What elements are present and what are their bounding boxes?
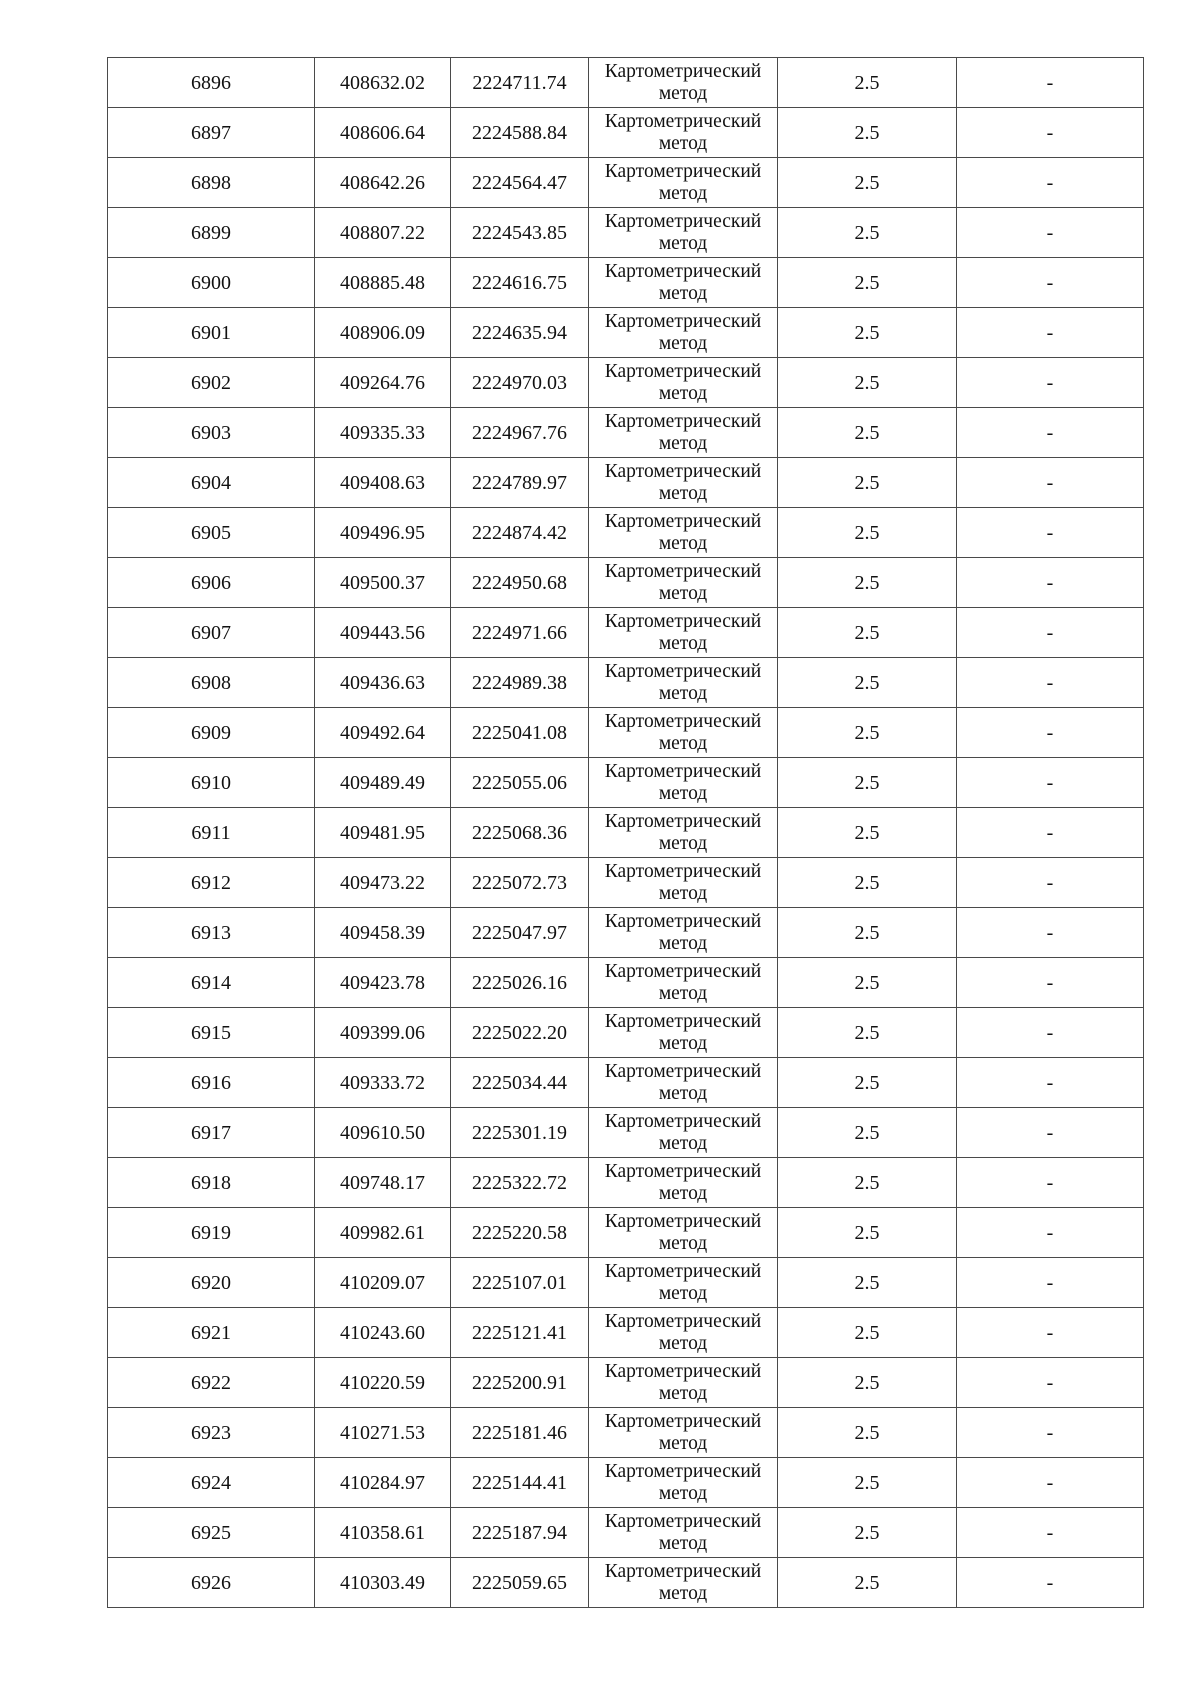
point-number-cell: 6920: [108, 1258, 315, 1308]
y-coordinate-cell: 2225055.06: [451, 758, 589, 808]
method-line-1: Картометрический: [604, 360, 762, 382]
x-coordinate-cell: 410209.07: [315, 1258, 451, 1308]
method-cell: [589, 608, 778, 658]
accuracy-cell: 2.5: [778, 1008, 957, 1058]
method-line-1: Картометрический: [604, 910, 762, 932]
point-number-cell: 6909: [108, 708, 315, 758]
note-cell: -: [957, 1058, 1144, 1108]
table-row: [108, 708, 1144, 758]
method-line-2: метод: [658, 332, 708, 354]
table-row: [108, 758, 1144, 808]
y-coordinate-cell: 2225220.58: [451, 1208, 589, 1258]
table-row: [108, 1158, 1144, 1208]
x-coordinate-cell: 409335.33: [315, 408, 451, 458]
method-cell: [589, 108, 778, 158]
table-row: [108, 608, 1144, 658]
y-coordinate-cell: 2225200.91: [451, 1358, 589, 1408]
note-cell: -: [957, 808, 1144, 858]
table-row: [108, 1408, 1144, 1458]
x-coordinate-cell: 408885.48: [315, 258, 451, 308]
y-coordinate-cell: 2225301.19: [451, 1108, 589, 1158]
note-cell: -: [957, 1558, 1144, 1608]
y-coordinate-cell: 2225107.01: [451, 1258, 589, 1308]
method-line-2: метод: [658, 1582, 708, 1604]
method-cell: [589, 1058, 778, 1108]
method-cell: [589, 458, 778, 508]
accuracy-cell: 2.5: [778, 558, 957, 608]
note-cell: -: [957, 1308, 1144, 1358]
point-number-cell: 6924: [108, 1458, 315, 1508]
accuracy-cell: 2.5: [778, 208, 957, 258]
y-coordinate-cell: 2224989.38: [451, 658, 589, 708]
method-line-1: Картометрический: [604, 1560, 762, 1582]
note-cell: -: [957, 958, 1144, 1008]
table-row: [108, 1358, 1144, 1408]
accuracy-cell: 2.5: [778, 1058, 957, 1108]
method-line-2: метод: [658, 182, 708, 204]
method-line-2: метод: [658, 132, 708, 154]
method-cell: [589, 408, 778, 458]
method-line-1: Картометрический: [604, 610, 762, 632]
method-line-2: метод: [658, 1132, 708, 1154]
note-cell: -: [957, 1158, 1144, 1208]
table-row: [108, 908, 1144, 958]
accuracy-cell: 2.5: [778, 1258, 957, 1308]
point-number-cell: 6910: [108, 758, 315, 808]
y-coordinate-cell: 2224789.97: [451, 458, 589, 508]
point-number-cell: 6904: [108, 458, 315, 508]
y-coordinate-cell: 2225187.94: [451, 1508, 589, 1558]
y-coordinate-cell: 2225047.97: [451, 908, 589, 958]
accuracy-cell: 2.5: [778, 1508, 957, 1558]
method-line-2: метод: [658, 532, 708, 554]
note-cell: -: [957, 308, 1144, 358]
method-cell: [589, 208, 778, 258]
accuracy-cell: 2.5: [778, 1208, 957, 1258]
note-cell: -: [957, 408, 1144, 458]
point-number-cell: 6923: [108, 1408, 315, 1458]
note-cell: -: [957, 1458, 1144, 1508]
method-line-1: Картометрический: [604, 1210, 762, 1232]
point-number-cell: 6903: [108, 408, 315, 458]
x-coordinate-cell: 409399.06: [315, 1008, 451, 1058]
method-cell: [589, 1258, 778, 1308]
x-coordinate-cell: 410358.61: [315, 1508, 451, 1558]
x-coordinate-cell: 409264.76: [315, 358, 451, 408]
x-coordinate-cell: 409489.49: [315, 758, 451, 808]
method-line-2: метод: [658, 1032, 708, 1054]
point-number-cell: 6901: [108, 308, 315, 358]
note-cell: -: [957, 858, 1144, 908]
table-row: [108, 1108, 1144, 1158]
accuracy-cell: 2.5: [778, 1308, 957, 1358]
y-coordinate-cell: 2224588.84: [451, 108, 589, 158]
point-number-cell: 6921: [108, 1308, 315, 1358]
table-row: [108, 1558, 1144, 1608]
accuracy-cell: 2.5: [778, 1108, 957, 1158]
accuracy-cell: 2.5: [778, 58, 957, 108]
method-line-2: метод: [658, 982, 708, 1004]
method-line-1: Картометрический: [604, 1510, 762, 1532]
method-cell: [589, 708, 778, 758]
method-cell: [589, 1558, 778, 1608]
x-coordinate-cell: 410243.60: [315, 1308, 451, 1358]
method-line-2: метод: [658, 1532, 708, 1554]
note-cell: -: [957, 208, 1144, 258]
table-row: [108, 1508, 1144, 1558]
x-coordinate-cell: 409423.78: [315, 958, 451, 1008]
method-line-1: Картометрический: [604, 1160, 762, 1182]
accuracy-cell: 2.5: [778, 958, 957, 1008]
method-line-2: метод: [658, 82, 708, 104]
note-cell: -: [957, 58, 1144, 108]
method-cell: [589, 1008, 778, 1058]
table-row: [108, 158, 1144, 208]
method-line-1: Картометрический: [604, 810, 762, 832]
coordinates-table: [107, 57, 1144, 1608]
accuracy-cell: 2.5: [778, 1358, 957, 1408]
y-coordinate-cell: 2225059.65: [451, 1558, 589, 1608]
method-line-2: метод: [658, 932, 708, 954]
method-cell: [589, 1158, 778, 1208]
point-number-cell: 6899: [108, 208, 315, 258]
method-cell: [589, 1308, 778, 1358]
x-coordinate-cell: 409982.61: [315, 1208, 451, 1258]
table-row: [108, 1258, 1144, 1308]
method-line-1: Картометрический: [604, 1060, 762, 1082]
table-row: [108, 558, 1144, 608]
method-line-2: метод: [658, 882, 708, 904]
method-line-2: метод: [658, 432, 708, 454]
note-cell: -: [957, 658, 1144, 708]
point-number-cell: 6914: [108, 958, 315, 1008]
method-line-2: метод: [658, 282, 708, 304]
note-cell: -: [957, 1358, 1144, 1408]
accuracy-cell: 2.5: [778, 1408, 957, 1458]
point-number-cell: 6919: [108, 1208, 315, 1258]
note-cell: -: [957, 1108, 1144, 1158]
y-coordinate-cell: 2225121.41: [451, 1308, 589, 1358]
method-line-1: Картометрический: [604, 1360, 762, 1382]
x-coordinate-cell: 410284.97: [315, 1458, 451, 1508]
method-line-1: Картометрический: [604, 1460, 762, 1482]
point-number-cell: 6900: [108, 258, 315, 308]
x-coordinate-cell: 409408.63: [315, 458, 451, 508]
method-line-2: метод: [658, 782, 708, 804]
table-row: [108, 808, 1144, 858]
table-row: [108, 208, 1144, 258]
method-line-1: Картометрический: [604, 1010, 762, 1032]
method-line-2: метод: [658, 682, 708, 704]
y-coordinate-cell: 2225041.08: [451, 708, 589, 758]
note-cell: -: [957, 708, 1144, 758]
table-row: [108, 1308, 1144, 1358]
accuracy-cell: 2.5: [778, 358, 957, 408]
table-body: [108, 58, 1144, 1608]
note-cell: -: [957, 1008, 1144, 1058]
method-cell: [589, 308, 778, 358]
method-line-1: Картометрический: [604, 760, 762, 782]
point-number-cell: 6918: [108, 1158, 315, 1208]
y-coordinate-cell: 2224971.66: [451, 608, 589, 658]
note-cell: -: [957, 1408, 1144, 1458]
x-coordinate-cell: 410220.59: [315, 1358, 451, 1408]
table-row: [108, 508, 1144, 558]
method-line-1: Картометрический: [604, 560, 762, 582]
table-row: [108, 458, 1144, 508]
method-cell: [589, 358, 778, 408]
accuracy-cell: 2.5: [778, 1558, 957, 1608]
y-coordinate-cell: 2225034.44: [451, 1058, 589, 1108]
x-coordinate-cell: 409443.56: [315, 608, 451, 658]
method-line-2: метод: [658, 1182, 708, 1204]
method-line-1: Картометрический: [604, 660, 762, 682]
point-number-cell: 6917: [108, 1108, 315, 1158]
y-coordinate-cell: 2224950.68: [451, 558, 589, 608]
method-line-2: метод: [658, 1482, 708, 1504]
table-row: [108, 1208, 1144, 1258]
point-number-cell: 6902: [108, 358, 315, 408]
table-row: [108, 658, 1144, 708]
method-line-1: Картометрический: [604, 860, 762, 882]
method-line-2: метод: [658, 1082, 708, 1104]
method-cell: [589, 58, 778, 108]
method-cell: [589, 558, 778, 608]
note-cell: -: [957, 908, 1144, 958]
accuracy-cell: 2.5: [778, 708, 957, 758]
method-line-2: метод: [658, 1282, 708, 1304]
note-cell: -: [957, 558, 1144, 608]
accuracy-cell: 2.5: [778, 108, 957, 158]
x-coordinate-cell: 410271.53: [315, 1408, 451, 1458]
x-coordinate-cell: 409436.63: [315, 658, 451, 708]
y-coordinate-cell: 2225022.20: [451, 1008, 589, 1058]
accuracy-cell: 2.5: [778, 458, 957, 508]
method-line-2: метод: [658, 582, 708, 604]
accuracy-cell: 2.5: [778, 308, 957, 358]
point-number-cell: 6905: [108, 508, 315, 558]
x-coordinate-cell: 409333.72: [315, 1058, 451, 1108]
accuracy-cell: 2.5: [778, 758, 957, 808]
point-number-cell: 6898: [108, 158, 315, 208]
table-row: [108, 408, 1144, 458]
accuracy-cell: 2.5: [778, 508, 957, 558]
method-cell: [589, 1108, 778, 1158]
method-cell: [589, 1358, 778, 1408]
table-row: [108, 858, 1144, 908]
accuracy-cell: 2.5: [778, 158, 957, 208]
method-cell: [589, 1408, 778, 1458]
method-line-1: Картометрический: [604, 110, 762, 132]
method-line-2: метод: [658, 382, 708, 404]
x-coordinate-cell: 410303.49: [315, 1558, 451, 1608]
point-number-cell: 6896: [108, 58, 315, 108]
method-cell: [589, 808, 778, 858]
method-cell: [589, 258, 778, 308]
point-number-cell: 6911: [108, 808, 315, 858]
method-cell: [589, 1458, 778, 1508]
y-coordinate-cell: 2225068.36: [451, 808, 589, 858]
table-row: [108, 308, 1144, 358]
accuracy-cell: 2.5: [778, 408, 957, 458]
point-number-cell: 6916: [108, 1058, 315, 1108]
note-cell: -: [957, 358, 1144, 408]
point-number-cell: 6925: [108, 1508, 315, 1558]
method-line-1: Картометрический: [604, 410, 762, 432]
note-cell: -: [957, 1258, 1144, 1308]
y-coordinate-cell: 2224564.47: [451, 158, 589, 208]
note-cell: -: [957, 1508, 1144, 1558]
table-row: [108, 1058, 1144, 1108]
x-coordinate-cell: 409458.39: [315, 908, 451, 958]
method-cell: [589, 158, 778, 208]
method-cell: [589, 508, 778, 558]
method-line-1: Картометрический: [604, 1110, 762, 1132]
method-line-1: Картометрический: [604, 1260, 762, 1282]
method-line-1: Картометрический: [604, 1410, 762, 1432]
method-line-2: метод: [658, 832, 708, 854]
table-row: [108, 58, 1144, 108]
y-coordinate-cell: 2225026.16: [451, 958, 589, 1008]
method-line-2: метод: [658, 482, 708, 504]
y-coordinate-cell: 2224711.74: [451, 58, 589, 108]
table-row: [108, 1458, 1144, 1508]
y-coordinate-cell: 2224970.03: [451, 358, 589, 408]
point-number-cell: 6906: [108, 558, 315, 608]
point-number-cell: 6912: [108, 858, 315, 908]
accuracy-cell: 2.5: [778, 258, 957, 308]
x-coordinate-cell: 409473.22: [315, 858, 451, 908]
table-row: [108, 1008, 1144, 1058]
table-row: [108, 358, 1144, 408]
note-cell: -: [957, 258, 1144, 308]
method-cell: [589, 958, 778, 1008]
table-row: [108, 958, 1144, 1008]
method-line-1: Картометрический: [604, 260, 762, 282]
method-line-1: Картометрический: [604, 460, 762, 482]
point-number-cell: 6897: [108, 108, 315, 158]
method-cell: [589, 1208, 778, 1258]
y-coordinate-cell: 2225181.46: [451, 1408, 589, 1458]
note-cell: -: [957, 508, 1144, 558]
table-row: [108, 258, 1144, 308]
method-line-1: Картометрический: [604, 710, 762, 732]
method-line-2: метод: [658, 1232, 708, 1254]
note-cell: -: [957, 1208, 1144, 1258]
y-coordinate-cell: 2224616.75: [451, 258, 589, 308]
method-line-2: метод: [658, 1432, 708, 1454]
y-coordinate-cell: 2224967.76: [451, 408, 589, 458]
y-coordinate-cell: 2225144.41: [451, 1458, 589, 1508]
method-cell: [589, 1508, 778, 1558]
note-cell: -: [957, 458, 1144, 508]
x-coordinate-cell: 408642.26: [315, 158, 451, 208]
note-cell: -: [957, 758, 1144, 808]
point-number-cell: 6915: [108, 1008, 315, 1058]
note-cell: -: [957, 158, 1144, 208]
point-number-cell: 6908: [108, 658, 315, 708]
y-coordinate-cell: 2224543.85: [451, 208, 589, 258]
method-line-1: Картометрический: [604, 310, 762, 332]
x-coordinate-cell: 409492.64: [315, 708, 451, 758]
x-coordinate-cell: 409748.17: [315, 1158, 451, 1208]
accuracy-cell: 2.5: [778, 1458, 957, 1508]
y-coordinate-cell: 2224874.42: [451, 508, 589, 558]
method-line-1: Картометрический: [604, 60, 762, 82]
method-line-1: Картометрический: [604, 1310, 762, 1332]
method-line-1: Картометрический: [604, 960, 762, 982]
note-cell: -: [957, 608, 1144, 658]
method-line-1: Картометрический: [604, 510, 762, 532]
accuracy-cell: 2.5: [778, 1158, 957, 1208]
x-coordinate-cell: 408606.64: [315, 108, 451, 158]
accuracy-cell: 2.5: [778, 858, 957, 908]
method-cell: [589, 758, 778, 808]
point-number-cell: 6922: [108, 1358, 315, 1408]
method-line-2: метод: [658, 1332, 708, 1354]
x-coordinate-cell: 408632.02: [315, 58, 451, 108]
method-line-2: метод: [658, 632, 708, 654]
x-coordinate-cell: 408807.22: [315, 208, 451, 258]
method-line-2: метод: [658, 1382, 708, 1404]
note-cell: -: [957, 108, 1144, 158]
method-cell: [589, 658, 778, 708]
method-line-1: Картометрический: [604, 160, 762, 182]
y-coordinate-cell: 2225072.73: [451, 858, 589, 908]
point-number-cell: 6913: [108, 908, 315, 958]
accuracy-cell: 2.5: [778, 658, 957, 708]
point-number-cell: 6907: [108, 608, 315, 658]
y-coordinate-cell: 2224635.94: [451, 308, 589, 358]
method-line-2: метод: [658, 732, 708, 754]
x-coordinate-cell: 409500.37: [315, 558, 451, 608]
accuracy-cell: 2.5: [778, 608, 957, 658]
method-line-2: метод: [658, 232, 708, 254]
method-cell: [589, 858, 778, 908]
method-line-1: Картометрический: [604, 210, 762, 232]
method-cell: [589, 908, 778, 958]
y-coordinate-cell: 2225322.72: [451, 1158, 589, 1208]
x-coordinate-cell: 409610.50: [315, 1108, 451, 1158]
x-coordinate-cell: 408906.09: [315, 308, 451, 358]
table-row: [108, 108, 1144, 158]
x-coordinate-cell: 409496.95: [315, 508, 451, 558]
accuracy-cell: 2.5: [778, 908, 957, 958]
point-number-cell: 6926: [108, 1558, 315, 1608]
accuracy-cell: 2.5: [778, 808, 957, 858]
x-coordinate-cell: 409481.95: [315, 808, 451, 858]
